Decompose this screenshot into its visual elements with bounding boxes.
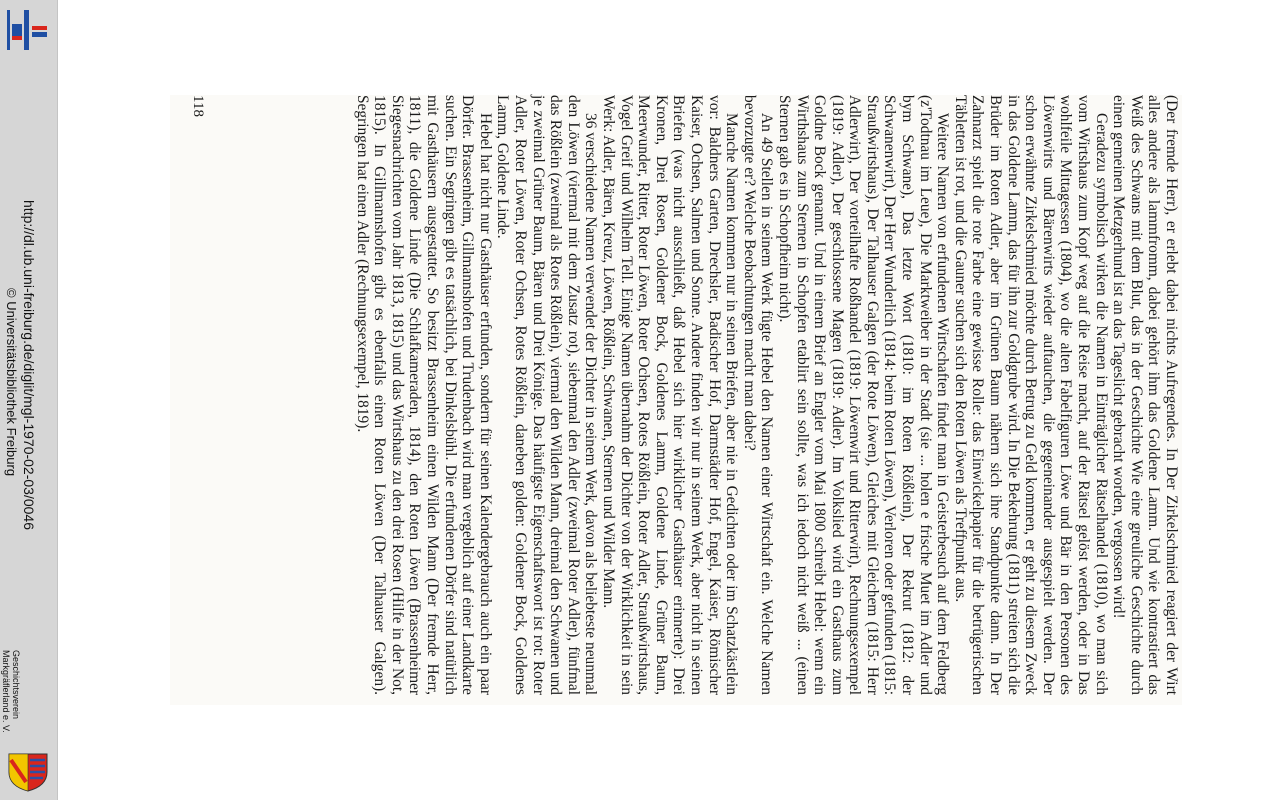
scanned-page [170, 95, 1182, 705]
page-text-rotated [180, 95, 1180, 695]
paragraph-4: An 49 Stellen in seinem Werk fügte Hebel den Namen einer Wirtschaft ein. Welche Namen bevorzugte er? Welche Beobachtungen macht man dabei? [740, 95, 776, 695]
markgraeflerland-crest-icon [6, 752, 50, 792]
ub-freiburg-logo-icon[interactable] [7, 10, 47, 50]
paragraph-1: (Der fremde Herr), er erlebt dabei nichts Aufregendes. In Der Zirkelschmied reagiert der Wirt alles andere als lammfromm, dabei gehört ihm das Goldene Lamm. Und wie kontrastiert das Weiß des Schwans mit dem Blut, das in der Geschichte Wie eine greuliche Geschichte durch einen gemeinen Metzgerhund ist an das Tageslicht gebracht worden, vergossen wird! [1110, 95, 1180, 695]
copyright-notice: © Universitätsbibliothek Freiburg [4, 288, 19, 477]
document-url[interactable]: http://dl.ub.uni-freiburg.de/diglit/mgl-1970-02-03/0046 [21, 200, 37, 530]
paragraph-6: 36 verschiedene Namen verwendet der Dichter in seinem Werk, davon als beliebteste neunmal den Löwen (viermal mit dem Zusatz rot), siebenmal den Adler (zweimal Roter Adler), fünfmal das Rößlein (zweimal als Rotes Rößlein), viermal den Wilden Mann, dreimal den Schwanen und je zweimal Grüner Baum, Bären und Drei Könige. Das häufigste Eigenschaftswort ist rot: Roter Adler, Roter Löwen, Roter Ochsen, Rotes Rößlein, daneben golden: Goldener Bock, Goldenes Lamm, Goldene Linde. [494, 95, 600, 695]
sidebar [0, 0, 58, 800]
paragraph-3: Weitere Namen von erfundenen Wirtschaften findet man in Geisterbesuch auf dem Feldberg (z'Todtnau im Leue), Die Marktweiber in der Stadt (sie ... holen e frische Muet im Adler und bym Schwane), Das letzte Wort (1810: im Roten Rößlein), Der Rekrut (1812: der Schwanenwirt), Der Herr Wunderlich (1814: beim Roten Löwen), Verloren oder gefunden (1815: Straußwirtshaus), Der Talhauser Galgen (der Rote Löwen), Gleiches mit Gleichem (1815: Herr Adlerwirt), Der vorteilhafte Roßhandel (1819: Löwenwirt und Ritterwirt), Rechnungsexempel (1819: Adler), Der geschlossene Magen (1819: Adler). Im Volkslied wird ein Gasthaus zum Goldne Bock genannt. Und in einem Brief an Engler vom Mai 1800 schreibt Hebel: wenn ein Wirthshaus zum Sternen in Schopfen etablirt sein sollte, was ich iedoch nicht weiß ... (einen Sternen gab es in Schopfheim nicht). [775, 95, 952, 695]
society-region: Markgräflerland e. V. [1, 650, 11, 733]
page-number: 118 [190, 95, 206, 117]
society-name: Geschichtsverein [11, 650, 21, 720]
paragraph-5: Manche Namen kommen nur in seinen Briefen, aber nie in Gedichten oder im Schatzkästlein vor: Baldners Garten, Drechsler, Badischer Hof, Darmstädter Hof, Engel, Kaiser, Römischer Kaiser, Ochsen, Salmen und Sonne. Andere finden wir nur in seinem Werk, aber nicht in seinen Briefen (was nicht ausschließt, daß Hebel sich hier wirklicher Gasthäuser erinnerte): Drei Kronen, Drei Rosen, Goldener Bock, Goldenes Lamm, Goldene Linde, Grüner Baum, Meerwunder, Ritter, Roter Löwen, Roter Ochsen, Rotes Rößlein, Roter Adler, Straußwirtshaus, Vogel Greif und Wilhelm Tell. Einige Namen übernahm der Dichter von der Wirklichkeit in sein Werk: Adler, Bären, Kreuz, Löwen, Rößlein, Schwanen, Sternen und Wilder Mann. [600, 95, 741, 695]
paragraph-2: Geradezu symbolisch wirken die Namen in Einträglicher Rätselhandel (1810), wo man sich vom Wirtshaus zum Kopf weg auf die Reise macht, auf der Rätsel gelöst werden, oder in Das wohlfeile Mittagessen (1804), wo die alten Fabelfiguren Löwe und Bär in den Personen des Löwenwirts und Bärenwirts wieder auftauchen, die gegeneinander ausgespielt werden. Der schon erwähnte Zirkelschmied möchte durch Betrug zu Geld kommen, er geht zu diesem Zweck in das Goldene Lamm, das für ihn zur Goldgrube wird. In Die Bekehrung (1811) streiten sich die Brüder im Roten Adler, aber im Grünen Baum nähern sich ihre Standpunkte dann. In Der Zahnarzt spielt die rote Farbe eine gewisse Rolle: das Einwickelpapier für die betrügerischen Täbletten ist rot, und die Gauner suchen sich den Roten Löwen als Treffpunkt aus. [951, 95, 1110, 695]
paragraph-7: Hebel hat nicht nur Gasthäuser erfunden, sondern für seinen Kalendergebrauch auch ein paar Dörfer. Brassenheim, Gillmannshofen und Trudenbach wird man vergeblich auf einer Landkarte suchen. Ein Segringen gibt es tatsächlich, bei Dinkelsbühl. Die erfundenen Dörfer sind natürlich mit Gasthäusern ausgestattet. So besitzt Brassenheim einen Wilden Mann (Der fremde Herr, 1811), die Goldene Linde (Die Schlafkameraden, 1814), den Roten Löwen (Brassenheimer Siegesnachrichten vom Jahr 1813, 1815) und das Wirtshaus zu den drei Rosen (Hilfe in der Not, 1815). In Gillmannshofen gibt es ebenfalls einen Roten Löwen (Der Talhauser Galgen). Segringen hat einen Adler (Rechnungsexempel, 1819). [353, 95, 494, 695]
